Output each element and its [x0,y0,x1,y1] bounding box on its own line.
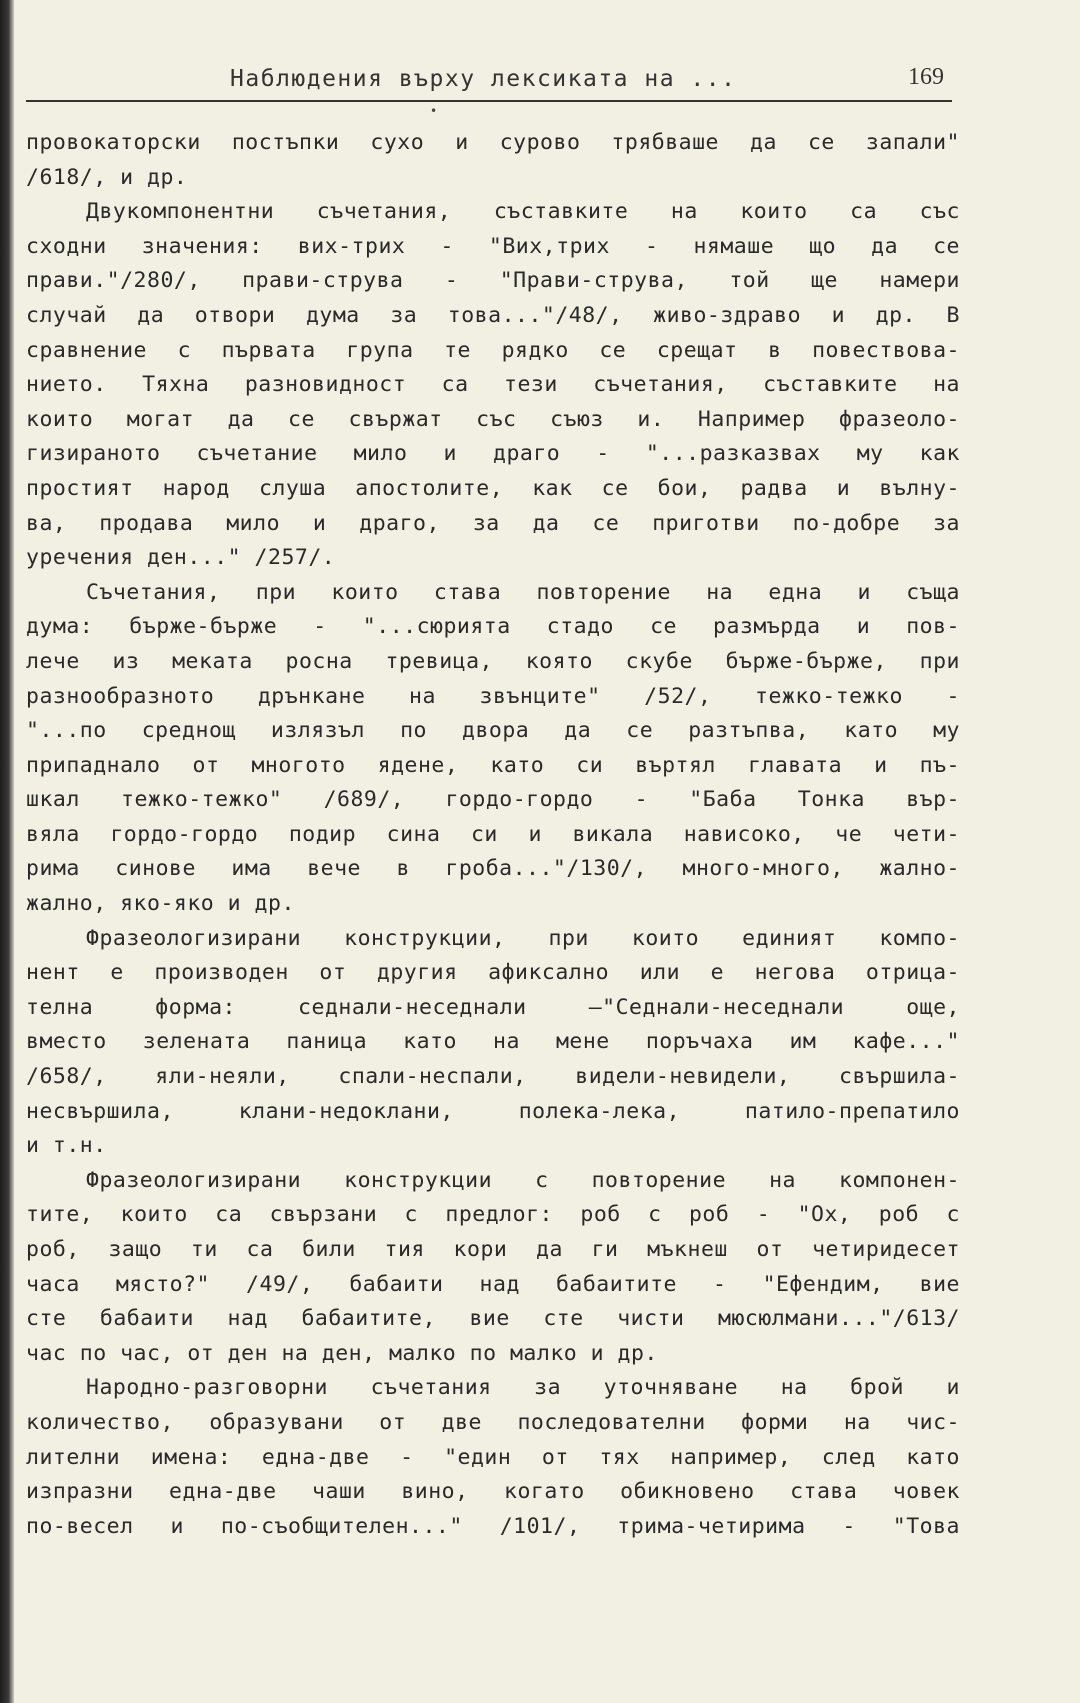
text-line: /658/, яли-неяли, спали-неспали, видели-невидели, свършила- [26,1064,960,1090]
book-binding-shadow [0,0,14,1703]
page-number: 169 [908,64,944,90]
text-line: провокаторски постъпки сухо и сурово трябваше да се запали" [26,130,960,155]
text-line: нент е производен от другия афиксално или е негова отрица- [26,960,960,986]
text-line: разнообразното дрънкане на звънците" /52/, тежко-тежко - [26,683,960,709]
running-title: Наблюдения върху лексиката на ... [230,66,737,92]
text-line: и т.н. [26,1133,107,1159]
text-line: несвършила, клани-недоклани, полека-лека, патило-препатило [26,1098,960,1124]
text-line: "...по среднощ излязъл по двора да се разтъпва, като му [26,718,960,744]
text-line: изпразни една-две чаши вино, когато обикновено става човек [26,1479,960,1505]
text-line: лителни имена: една-две - "един от тях например, след като [26,1444,960,1470]
text-line: Народно-разговорни съчетания за уточняване на брой и [86,1375,960,1401]
text-line: които могат да се свържат със съюз и. Например фразеоло- [26,406,960,432]
text-line: сходни значения: вих-трих - "Вих,трих - нямаше що да се [26,233,960,259]
text-line: случай да отвори дума за това..."/48/, живо-здраво и др. В [26,302,960,328]
text-line: лече из меката росна тревица, която скубе бърже-бърже, при [26,648,960,674]
text-line: сравнение с първата група те рядко се срещат в повествова- [26,337,960,363]
text-line: припаднало от многото ядене, като си въртял главата и пъ- [26,752,960,778]
print-speck: • [430,104,438,118]
text-line: Фразеологизирани конструкции с повторение на компонен- [86,1167,960,1193]
text-line: сте бабаити над бабаитите, вие сте чисти мюсюлмани..."/613/ [26,1306,960,1332]
text-line: роб, защо ти са били тия кори да ги мъкнеш от четиридесет [26,1237,960,1262]
text-line: час по час, от ден на ден, малко по малко и др. [26,1340,658,1366]
text-line: вместо зелената паница като на мене поръчаха им кафе..." [26,1029,960,1055]
text-line: нието. Тяхна разновидност са тези съчетания, съставките на [26,372,960,398]
text-line: рима синове има вече в гроба..."/130/, много-много, жално- [26,856,960,882]
text-line: простият народ слуша апостолите, как се бои, радва и вълну- [26,475,960,501]
text-line: Съчетания, при които става повторение на една и съща [86,579,960,605]
text-line: прави."/280/, прави-струва - "Прави-струва, той ще намери [26,268,960,294]
running-header [26,62,952,102]
text-line: вяла гордо-гордо подир сина си и викала нависоко, че чети- [26,821,960,847]
body-text [26,126,960,1544]
text-line: тите, които са свързани с предлог: роб с роб - "Ох, роб с [26,1202,960,1228]
text-line: /618/, и др. [26,164,188,190]
text-line: Двукомпонентни съчетания, съставките на които са със [86,199,960,225]
text-line: шкал тежко-тежко" /689/, гордо-гордо - "Баба Тонка вър- [26,787,960,813]
text-line: телна форма: седнали-неседнали —"Седнали-неседнали още, [26,994,960,1020]
text-line: дума: бърже-бърже - "...сюрията стадо се размърда и пов- [26,614,960,640]
text-line: ва, продава мило и драго, за да се приготви по-добре за [26,510,960,536]
text-line: по-весел и по-съобщителен..." /101/, трима-четирима - "Това [26,1513,960,1539]
text-line: уречения ден..." /257/. [26,545,336,571]
text-line: Фразеологизирани конструкции, при които единият компо- [86,925,960,951]
text-line: гизираното съчетание мило и драго - "...разказвах му как [26,441,960,467]
text-line: жално, яко-яко и др. [26,891,295,917]
text-line: часа място?" /49/, бабаити над бабаитите - "Ефендим, вие [26,1271,960,1297]
text-line: количество, образувани от две последователни форми на чис- [26,1409,960,1435]
